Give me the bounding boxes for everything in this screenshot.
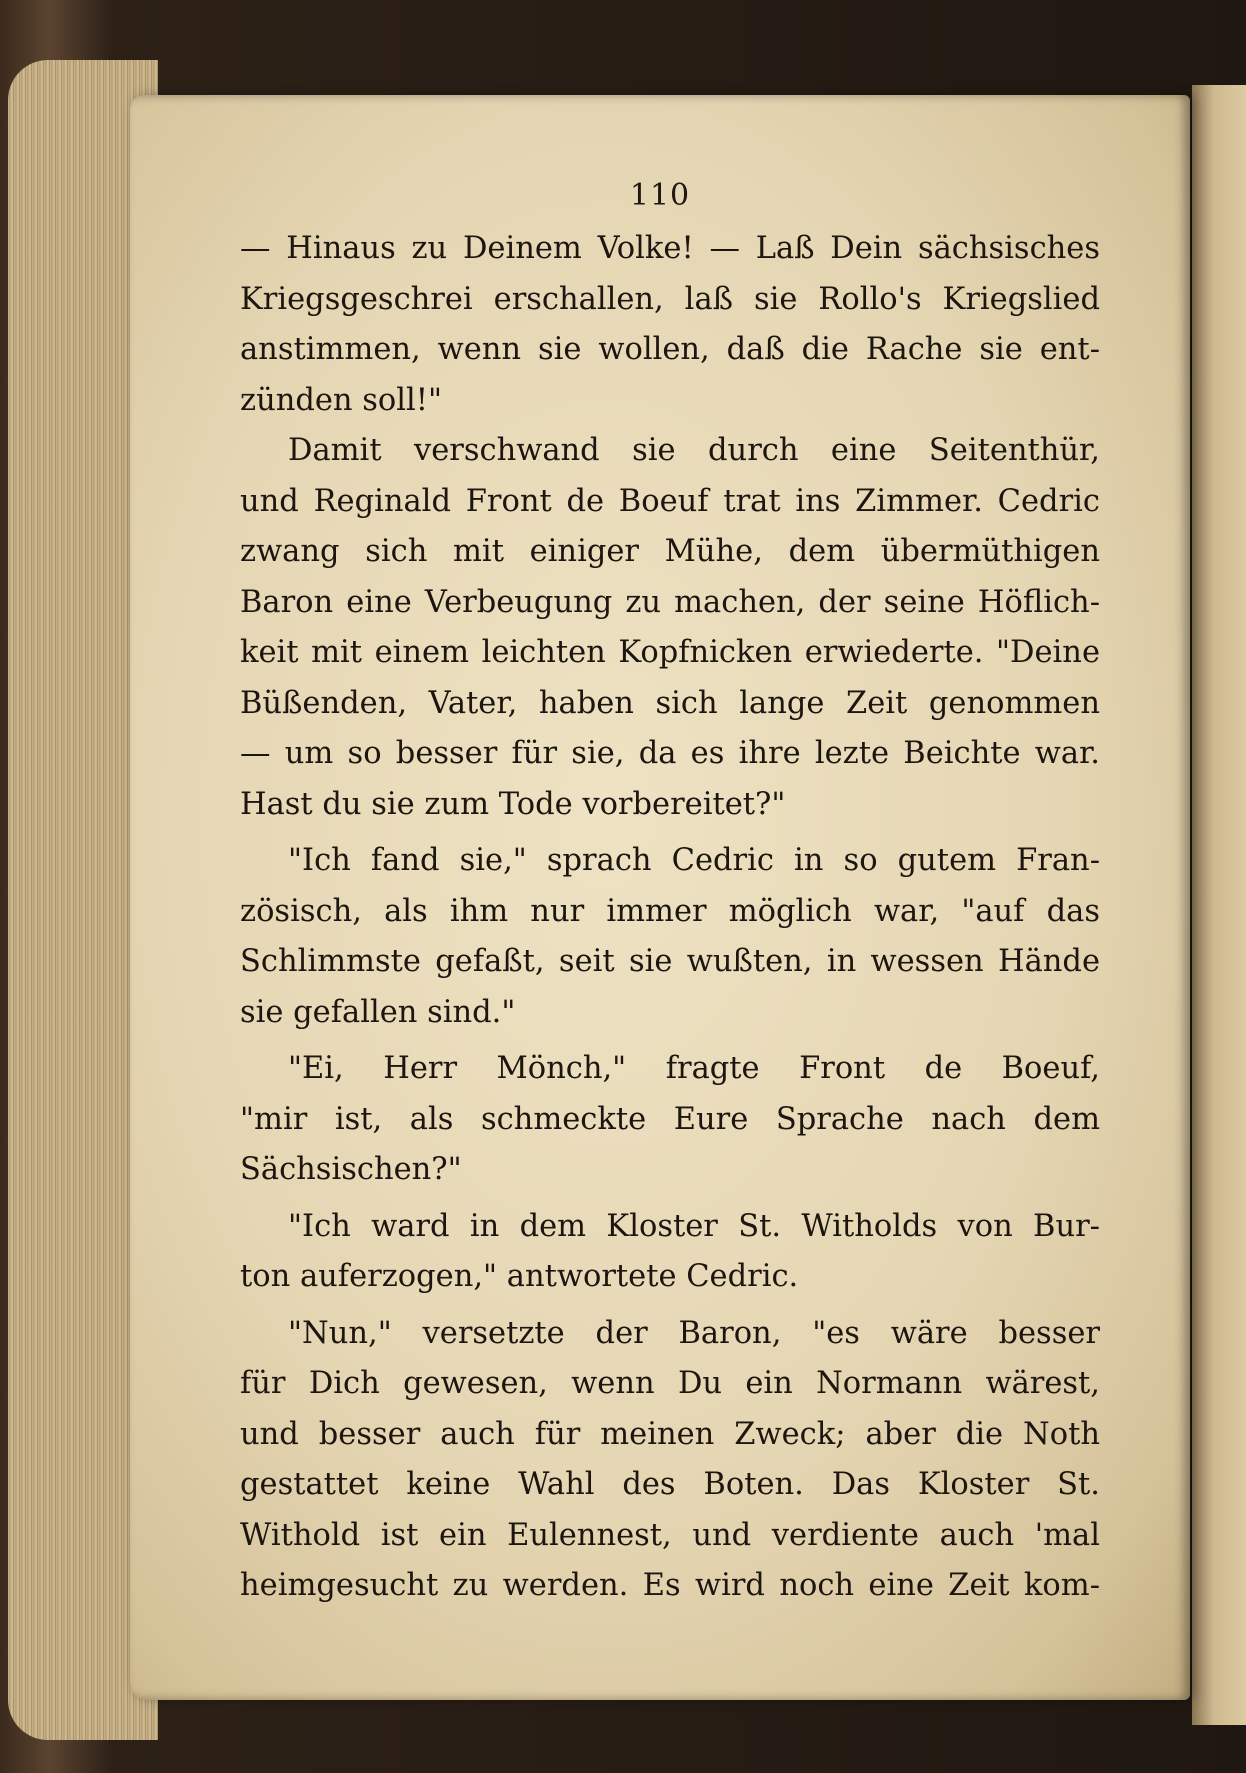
- text-line: sie gefallen sind.": [240, 994, 516, 1030]
- text-line: "Ich ward in dem Kloster St. Witholds von Bur-: [288, 1208, 1100, 1244]
- text-line: "Ich fand sie," sprach Cedric in so gutem Fran-: [288, 843, 1100, 878]
- text-line: zünden soll!": [240, 382, 443, 418]
- page-text: [240, 224, 1100, 1612]
- text-line: zwang sich mit einiger Mühe, dem übermüthigen: [240, 534, 1100, 569]
- text-line: Baron eine Verbeugung zu machen, der seine Höflich-: [240, 584, 1100, 620]
- text-line: keit mit einem leichten Kopfnicken erwiederte. "Deine: [240, 635, 1100, 670]
- text-line: Schlimmste gefaßt, seit sie wußten, in wessen Hände: [240, 944, 1100, 979]
- text-line: Kriegsgeschrei erschallen, laß sie Rollo's Kriegslied: [240, 281, 1100, 317]
- text-line: "Ei, Herr Mönch," fragte Front de Boeuf,: [288, 1051, 1100, 1086]
- text-line: heimgesucht zu werden. Es wird noch eine Zeit kom-: [240, 1568, 1100, 1603]
- text-line: und Reginald Front de Boeuf trat ins Zimmer. Cedric: [240, 483, 1100, 519]
- text-line: anstimmen, wenn sie wollen, daß die Rache sie ent-: [240, 332, 1100, 367]
- text-line: Withold ist ein Eulennest, und verdiente auch 'mal: [240, 1517, 1100, 1553]
- text-line: — Hinaus zu Deinem Volke! — Laß Dein sächsisches: [240, 231, 1100, 266]
- text-line: und besser auch für meinen Zweck; aber die Noth: [240, 1416, 1100, 1452]
- facing-page-edge: [1192, 85, 1246, 1725]
- text-line: "Nun," versetzte der Baron, "es wäre besser: [288, 1315, 1100, 1351]
- text-line: zösisch, als ihm nur immer möglich war, "auf das: [240, 893, 1100, 929]
- text-line: Sächsischen?": [240, 1152, 462, 1187]
- text-line: Büßenden, Vater, haben sich lange Zeit genommen: [240, 685, 1100, 721]
- page-number: 110: [629, 178, 691, 213]
- text-line: "mir ist, als schmeckte Eure Sprache nach dem: [240, 1101, 1100, 1137]
- text-line: Hast du sie zum Tode vorbereitet?": [240, 786, 786, 822]
- text-line: — um so besser für sie, da es ihre lezte Beichte war.: [240, 736, 1100, 771]
- text-line: Damit verschwand sie durch eine Seitenthür,: [288, 433, 1100, 468]
- text-line: gestattet keine Wahl des Boten. Das Kloster St.: [240, 1467, 1100, 1502]
- text-line: für Dich gewesen, wenn Du ein Normann wärest,: [240, 1366, 1100, 1401]
- text-line: ton auferzogen," antwortete Cedric.: [240, 1259, 799, 1294]
